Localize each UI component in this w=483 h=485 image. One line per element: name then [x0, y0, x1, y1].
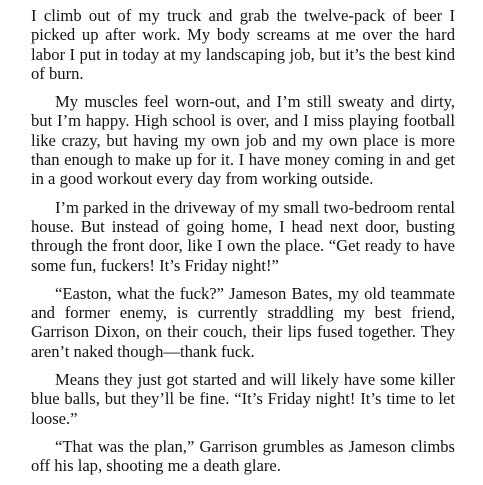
- paragraph-4: “Easton, what the fuck?” Jameson Bates, my old teammate and former enemy, is currently straddling my best friend, Garrison Dixon, on their couch, their lips fused together. They aren’t naked though—thank fuck.: [31, 283, 455, 361]
- paragraph-1: I climb out of my truck and grab the twelve-pack of beer I picked up after work. My body screams at me over the hard labor I put in today at my landscaping job, but it’s the best kind of burn.: [31, 6, 455, 83]
- paragraph-5: Means they just got started and will likely have some killer blue balls, but they’ll be fine. “It’s Friday night! It’s time to let loose.”: [31, 370, 455, 428]
- book-page: [31, 6, 455, 485]
- paragraph-3: I’m parked in the driveway of my small two-bedroom rental house. But instead of going home, I head next door, busting through the front door, like I own the place. “Get ready to have some fun, fuckers! It’s Friday night!”: [31, 197, 455, 275]
- paragraph-2: My muscles feel worn-out, and I’m still sweaty and dirty, but I’m happy. High school is over, and I miss playing football like crazy, but having my own job and my own place is more than enough to make up for it. I have money coming in and get in a good workout every day from working outside.: [31, 92, 455, 189]
- paragraph-6: “That was the plan,” Garrison grumbles as Jameson climbs off his lap, shooting me a death glare.: [31, 436, 455, 476]
